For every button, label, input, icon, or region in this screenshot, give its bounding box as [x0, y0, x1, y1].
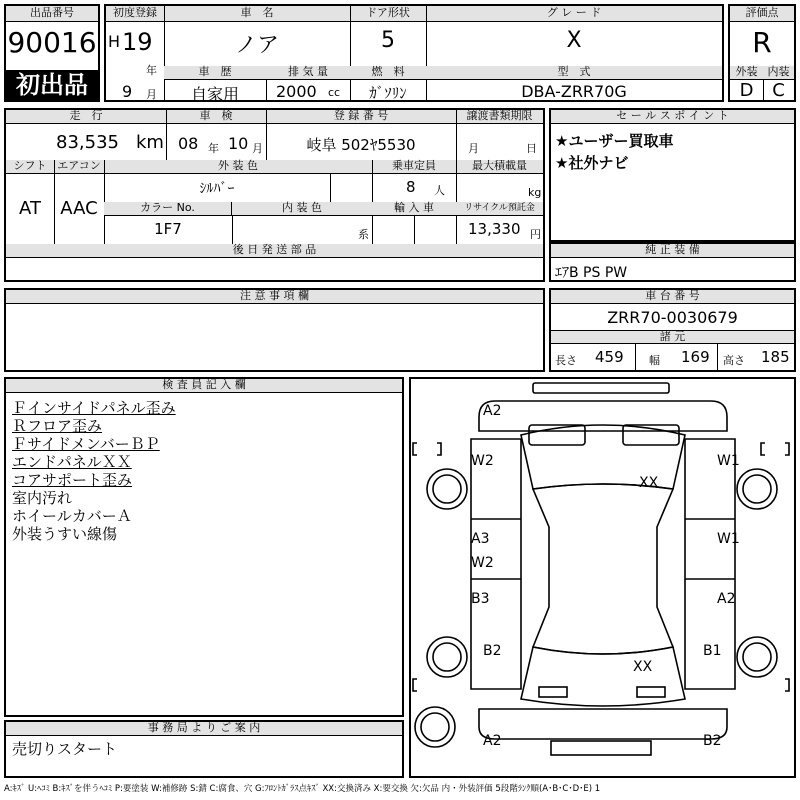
- car-name-label: 車 名: [164, 6, 350, 22]
- recycle-fee: 13,330: [468, 220, 521, 238]
- recycle-label: リサイクル預託金: [456, 202, 543, 216]
- length: 459: [595, 348, 624, 366]
- mark-rear-hatch: XX: [633, 659, 653, 675]
- mark-right-rear-door: A2: [717, 591, 736, 607]
- width-label: 幅: [649, 354, 660, 367]
- first-listing-badge: 初出品: [6, 70, 98, 100]
- chassis-block: [549, 288, 796, 372]
- mark-left-front-door-2: W2: [471, 555, 494, 571]
- mark-left-rear-door: B3: [471, 591, 490, 607]
- sales-points-label: セ ー ル ス ポ イ ン ト: [551, 110, 794, 124]
- genuine-equipment: ｴｱB PS PW: [555, 265, 628, 281]
- office-message: 売切りスタート: [12, 740, 118, 758]
- damage-diagram: [409, 377, 796, 778]
- score: R: [752, 26, 772, 59]
- import-label: 輸 入 車: [372, 202, 456, 216]
- inspector-label: 検 査 員 記 入 欄: [6, 379, 402, 393]
- car-outline: [411, 379, 794, 776]
- inspector-line-7: ホイールカバーＡ: [12, 507, 132, 525]
- genuine-equipment-block: [549, 242, 796, 282]
- sales-point-1: ★ユーザー買取車: [555, 132, 674, 150]
- first-reg-label: 初度登録: [106, 6, 164, 22]
- mark-rear-bumper-left: A2: [483, 733, 502, 749]
- max-load-unit: kg: [528, 186, 542, 199]
- aircon: AAC: [60, 198, 98, 219]
- lot-label: 出品番号: [6, 6, 98, 22]
- mark-front-right-fender: W1: [717, 453, 740, 469]
- chassis-number: ZRR70-0030679: [607, 308, 738, 327]
- inspector-line-3: ＦサイドメンバーＢＰ: [12, 435, 160, 453]
- interior-color-unit: 系: [358, 228, 369, 241]
- mark-left-front-door: A3: [471, 531, 490, 547]
- score-block: [728, 4, 796, 102]
- score-label: 評価点: [730, 6, 794, 22]
- shift-label: シフト: [6, 160, 54, 174]
- inspection-label: 車 検: [166, 110, 266, 124]
- displacement-label: 排 気 量: [266, 66, 350, 80]
- mark-front-left-fender: W2: [471, 453, 494, 469]
- mileage: 83,535: [56, 132, 119, 153]
- inspection-month-suffix: 月: [252, 142, 263, 155]
- mark-hood: XX: [639, 475, 659, 491]
- capacity-unit: 人: [434, 184, 445, 197]
- mark-left-rear-fender: B2: [483, 643, 502, 659]
- height-label: 高さ: [723, 354, 745, 367]
- reg-era: H: [108, 32, 121, 51]
- aircon-label: エアコン: [54, 160, 104, 174]
- door-label: ドア形状: [350, 6, 426, 22]
- inspector-block: [4, 377, 404, 717]
- office-block: [4, 720, 404, 778]
- transfer-day: 日: [526, 142, 537, 155]
- int-grade: C: [772, 80, 785, 101]
- interior-color-label: 内 装 色: [232, 202, 372, 216]
- history: 自家用: [190, 85, 239, 104]
- grade: X: [566, 28, 582, 53]
- inspector-line-4: エンドパネルＸＸ: [12, 453, 132, 471]
- height: 185: [761, 348, 790, 366]
- inspector-line-1: Ｆインサイドパネル歪み: [12, 399, 176, 417]
- exterior-color-label: 外 装 色: [104, 160, 372, 174]
- history-label: 車 歴: [164, 66, 266, 80]
- inspector-line-2: Ｒフロア歪み: [12, 417, 103, 435]
- notes-block: [4, 288, 545, 372]
- car-name: ノア: [234, 33, 279, 58]
- lot-block: [4, 4, 100, 102]
- width: 169: [681, 348, 710, 366]
- model: DBA-ZRR70G: [521, 82, 627, 101]
- displacement-unit: cc: [328, 86, 341, 99]
- vehicle-info-block: [104, 4, 724, 102]
- mark-front-bumper: A2: [483, 403, 502, 419]
- mileage-unit: km: [136, 132, 164, 153]
- reg-month: 9: [122, 82, 133, 101]
- model-label: 型 式: [426, 66, 722, 80]
- fuel-label: 燃 料: [350, 66, 426, 80]
- grade-label: グ レ ー ド: [426, 6, 722, 22]
- ext-label: 外装: [730, 66, 763, 80]
- plate-label: 登 録 番 号: [266, 110, 456, 124]
- displacement: 2000: [276, 82, 317, 101]
- door-type: 5: [381, 28, 395, 53]
- shift: AT: [19, 198, 41, 219]
- sales-points-block: [549, 108, 796, 242]
- inspector-line-8: 外装うすい線傷: [12, 525, 118, 543]
- chassis-label: 車 台 番 号: [551, 290, 794, 304]
- parts-later-label: 後 日 発 送 部 品: [6, 244, 543, 258]
- color-no: 1F7: [154, 220, 182, 238]
- reg-month-suffix: 月: [146, 88, 157, 101]
- transfer-month: 月: [468, 142, 479, 155]
- legend: A:ｷｽﾞ U:ﾍｺﾐ B:ｷｽﾞを伴うﾍｺﾐ P:要塗装 W:補修跡 S:錆 C:腐食、穴 G:ﾌﾛﾝﾄｶﾞﾗｽ点ｷｽﾞ XX:交換済み X:要交換 欠:欠品 内・外装評価 5段階ﾗﾝｸ順(A･B･C･D･E) 1: [4, 784, 601, 794]
- exterior-color: ｼﾙﾊﾞｰ: [199, 181, 235, 197]
- capacity-label: 乗車定員: [372, 160, 456, 174]
- ext-grade: D: [739, 80, 754, 101]
- max-load-label: 最大積載量: [456, 160, 543, 174]
- color-no-label: カラー No.: [104, 202, 232, 216]
- reg-year-suffix: 年: [146, 64, 157, 77]
- mark-right-rear-fender: B1: [703, 643, 722, 659]
- details-block: [4, 108, 545, 282]
- mark-right-front-door: W1: [717, 531, 740, 547]
- sales-point-2: ★社外ナビ: [555, 154, 629, 172]
- genuine-equipment-label: 純 正 装 備: [551, 244, 794, 258]
- capacity: 8: [406, 178, 416, 196]
- length-label: 長さ: [555, 354, 577, 367]
- inspection-year-suffix: 年: [208, 142, 219, 155]
- int-label: 内装: [763, 66, 794, 80]
- mileage-label: 走 行: [6, 110, 166, 124]
- mark-rear-bumper-right: B2: [703, 733, 722, 749]
- inspector-line-6: 室内汚れ: [12, 489, 73, 507]
- recycle-unit: 円: [530, 228, 541, 241]
- office-label: 事 務 局 よ り ご 案 内: [6, 722, 402, 736]
- inspection-year: 08: [178, 134, 199, 153]
- inspector-line-5: コアサポート歪み: [12, 471, 133, 489]
- inspection-month: 10: [228, 134, 249, 153]
- dims-label: 諸 元: [551, 330, 794, 344]
- fuel: ｶﾞｿﾘﾝ: [369, 84, 407, 102]
- plate-number: 岐阜 502ﾔ5530: [306, 136, 416, 154]
- reg-year: 19: [122, 28, 153, 56]
- lot-number: 90016: [7, 26, 97, 59]
- notes-label: 注 意 事 項 欄: [6, 290, 543, 304]
- transfer-label: 譲渡書類期限: [456, 110, 543, 124]
